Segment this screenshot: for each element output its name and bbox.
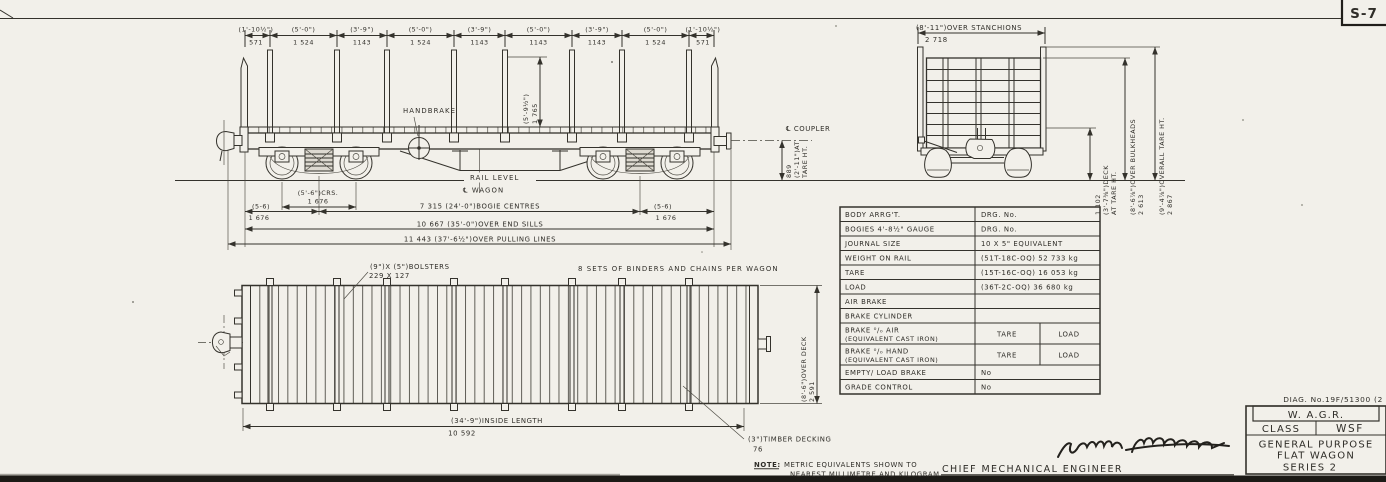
binders-note: 8 SETS OF BINDERS AND CHAINS PER WAGON bbox=[578, 265, 779, 273]
plan-coupler-right bbox=[758, 337, 771, 352]
table-row-value: (15T-16C-OQ) 16 053 kg bbox=[981, 269, 1079, 277]
note-line1: METRIC EQUIVALENTS SHOWN TO bbox=[784, 461, 918, 469]
dim-imp: (5'-0") bbox=[643, 25, 668, 34]
over-deck-imp: (8'-6")OVER DECK bbox=[800, 336, 808, 402]
over-deck-mm: 2 591 bbox=[808, 381, 816, 402]
class-label: CLASS bbox=[1261, 424, 1301, 435]
dim-imp: (5'-0") bbox=[291, 25, 316, 34]
diagram-number: DIAG. No.19F/51300 (2 bbox=[1283, 395, 1383, 404]
end-dist-left-mm: 1 676 bbox=[248, 214, 270, 222]
bolsters-label: (9")X (5")BOLSTERS bbox=[370, 263, 450, 271]
note-label: NOTE: bbox=[754, 461, 781, 469]
class-value: WSF bbox=[1336, 423, 1364, 435]
table-row-label: BOGIES 4'-8½" GAUGE bbox=[845, 225, 935, 234]
inside-length-dim bbox=[243, 408, 744, 438]
end-elevation-view bbox=[916, 24, 1174, 215]
table-row-value: (36T-2C-OQ) 36 680 kg bbox=[981, 283, 1074, 292]
rail-level-label: RAIL LEVEL bbox=[470, 174, 520, 182]
coupler-height-mm: 889 bbox=[785, 164, 793, 178]
table-row-value: DRG. No. bbox=[981, 225, 1018, 234]
end-top-dim bbox=[916, 24, 1045, 44]
wagon-desc-line2: FLAT WAGON bbox=[1276, 450, 1356, 462]
table-row-value: No bbox=[981, 369, 992, 377]
table-row-label: JOURNAL SIZE bbox=[845, 240, 901, 248]
end-dist-left-imp: (5-6) bbox=[252, 202, 270, 211]
over-stanchions-mm: 2 718 bbox=[925, 36, 948, 44]
dim-imp: (3'-9") bbox=[467, 25, 492, 34]
inside-length-mm: 10 592 bbox=[448, 429, 476, 438]
corner-scratch bbox=[0, 10, 13, 18]
dim-mm: 1 524 bbox=[410, 38, 431, 47]
table-tare-header: TARE bbox=[997, 351, 1017, 360]
dim-mm: 1143 bbox=[470, 38, 489, 47]
scan-edge-shadow bbox=[0, 474, 620, 476]
railway-org: W. A.G.R. bbox=[1287, 410, 1345, 421]
table-row-label: GRADE CONTROL bbox=[845, 383, 913, 392]
sheet-ref-label: S-7 bbox=[1350, 6, 1378, 22]
decking-mm: 76 bbox=[753, 445, 763, 454]
title-block bbox=[1246, 395, 1386, 474]
coupler-left bbox=[217, 120, 243, 165]
table-load-header: LOAD bbox=[1058, 330, 1080, 339]
end-dist-right-mm: 1 676 bbox=[655, 214, 677, 222]
table-tare-header: TARE bbox=[997, 330, 1017, 339]
table-row-label: BRAKE CYLINDER bbox=[845, 312, 913, 321]
deck-plank-edge bbox=[245, 127, 714, 133]
end-dist-right-imp: (5-6) bbox=[654, 202, 672, 211]
table-row-label: EMPTY/ LOAD BRAKE bbox=[845, 369, 927, 377]
end-post-left bbox=[241, 58, 248, 132]
stanchion-height-dim bbox=[508, 57, 547, 127]
coupler-height-note: TARE HT. bbox=[801, 145, 809, 178]
scan-bottom-edge bbox=[0, 476, 1386, 482]
dim-mm: 571 bbox=[249, 38, 263, 47]
notes-block bbox=[754, 438, 1234, 478]
handbrake-label: HANDBRAKE bbox=[403, 107, 457, 115]
end-stanchion-right bbox=[1041, 47, 1047, 151]
note-line2: NEAREST MILLIMETRE AND KILOGRAM bbox=[790, 470, 940, 479]
table-row-label: WEIGHT ON RAIL bbox=[845, 254, 912, 263]
coupler-height-dim bbox=[731, 141, 812, 181]
bogie-centres-dim: 7 315 (24'-0")BOGIE CENTRES bbox=[419, 202, 541, 211]
bogie-crs-mm: 1 676 bbox=[307, 197, 329, 206]
end-post-right bbox=[712, 58, 719, 132]
table-row-value: No bbox=[981, 383, 992, 392]
table-row-label2: (EQUIVALENT CAST IRON) bbox=[845, 335, 939, 343]
overall-tare-imp: (9'-4⅞")OVERALL TARE HT. bbox=[1158, 117, 1166, 215]
table-row-value: 10 X 5" EQUIVALENT bbox=[981, 240, 1063, 248]
table-row-label: TARE bbox=[845, 269, 865, 277]
table-row-label: BRAKE ⁰/₀ HAND bbox=[845, 347, 909, 356]
over-stanchions-imp: (8'-11")OVER STANCHIONS bbox=[916, 24, 1023, 32]
deck-height-mm: 1 102 bbox=[1094, 194, 1102, 215]
table-row-label: BRAKE ⁰/₀ AIR bbox=[845, 326, 900, 335]
deck-height-note: AT TARE HT. bbox=[1110, 171, 1118, 215]
over-end-sills-dim: 10 667 (35'-0")OVER END SILLS bbox=[416, 220, 544, 229]
dim-mm: 1 524 bbox=[645, 38, 666, 47]
wagon-desc-line1: GENERAL PURPOSE bbox=[1258, 439, 1374, 451]
stanchions bbox=[241, 50, 718, 134]
side-sill bbox=[245, 133, 714, 149]
coupler-height-imp: (2'-11")AT bbox=[793, 141, 801, 178]
dim-mm: 1143 bbox=[587, 38, 607, 47]
dim-mm: 1143 bbox=[529, 38, 548, 47]
dim-imp: (5'-0") bbox=[526, 25, 551, 34]
bogie-crs-imp: (5'-6")CRS. bbox=[297, 189, 339, 197]
signature bbox=[1058, 438, 1229, 457]
deck-height-imp: (3'-7⅜")DECK bbox=[1102, 165, 1110, 215]
table-row-label2: (EQUIVALENT CAST IRON) bbox=[845, 356, 939, 364]
table-load-header: LOAD bbox=[1058, 351, 1080, 360]
inside-length-imp: (34'-9")INSIDE LENGTH bbox=[451, 417, 543, 425]
dim-mm: 1 524 bbox=[293, 38, 314, 47]
table-row-label: AIR BRAKE bbox=[845, 298, 887, 306]
dim-imp: (3'-9") bbox=[585, 25, 609, 34]
wagon-centerline-label: ℄ WAGON bbox=[463, 186, 505, 195]
table-row-label: BODY ARRG'T. bbox=[845, 211, 901, 219]
stanchion-height-imp: (5'-9½") bbox=[522, 93, 530, 124]
dim-mm: 571 bbox=[696, 38, 710, 47]
dim-imp: (3'-9") bbox=[350, 25, 374, 34]
stanchion-height-mm: 1 765 bbox=[531, 103, 539, 124]
dim-imp: (5'-0") bbox=[408, 25, 433, 34]
plan-view bbox=[198, 263, 832, 454]
engineer-title: CHIEF MECHANICAL ENGINEER bbox=[942, 464, 1123, 475]
spec-table bbox=[840, 207, 1100, 394]
end-height-dims bbox=[1043, 47, 1174, 215]
top-dimension-chain bbox=[239, 26, 721, 48]
dim-imp: (1'-10½") bbox=[685, 25, 721, 34]
coupler-centerline-label: ℄ COUPLER bbox=[786, 125, 831, 133]
over-bulkheads-imp: (8'-6⅞")OVER BULKHEADS bbox=[1129, 118, 1137, 215]
overall-tare-mm: 2 867 bbox=[1166, 194, 1174, 215]
over-bulkheads-mm: 2 613 bbox=[1137, 194, 1145, 215]
dim-mm: 1143 bbox=[352, 38, 372, 47]
dim-imp: (1'-10½") bbox=[238, 25, 274, 34]
decking-label: (3")TIMBER DECKING bbox=[748, 435, 832, 444]
over-pulling-lines-dim: 11 443 (37'-6½")OVER PULLING LINES bbox=[403, 235, 557, 244]
deck-planks bbox=[250, 286, 754, 404]
table-row-value: DRG. No. bbox=[981, 211, 1018, 219]
bolsters-size: 229 X 127 bbox=[369, 272, 410, 280]
end-stanchion-left bbox=[918, 47, 924, 151]
table-row-label: LOAD bbox=[845, 283, 867, 292]
table-row-value: (51T-18C-OQ) 52 733 kg bbox=[981, 254, 1079, 263]
series-label: SERIES 2 bbox=[1282, 462, 1338, 474]
